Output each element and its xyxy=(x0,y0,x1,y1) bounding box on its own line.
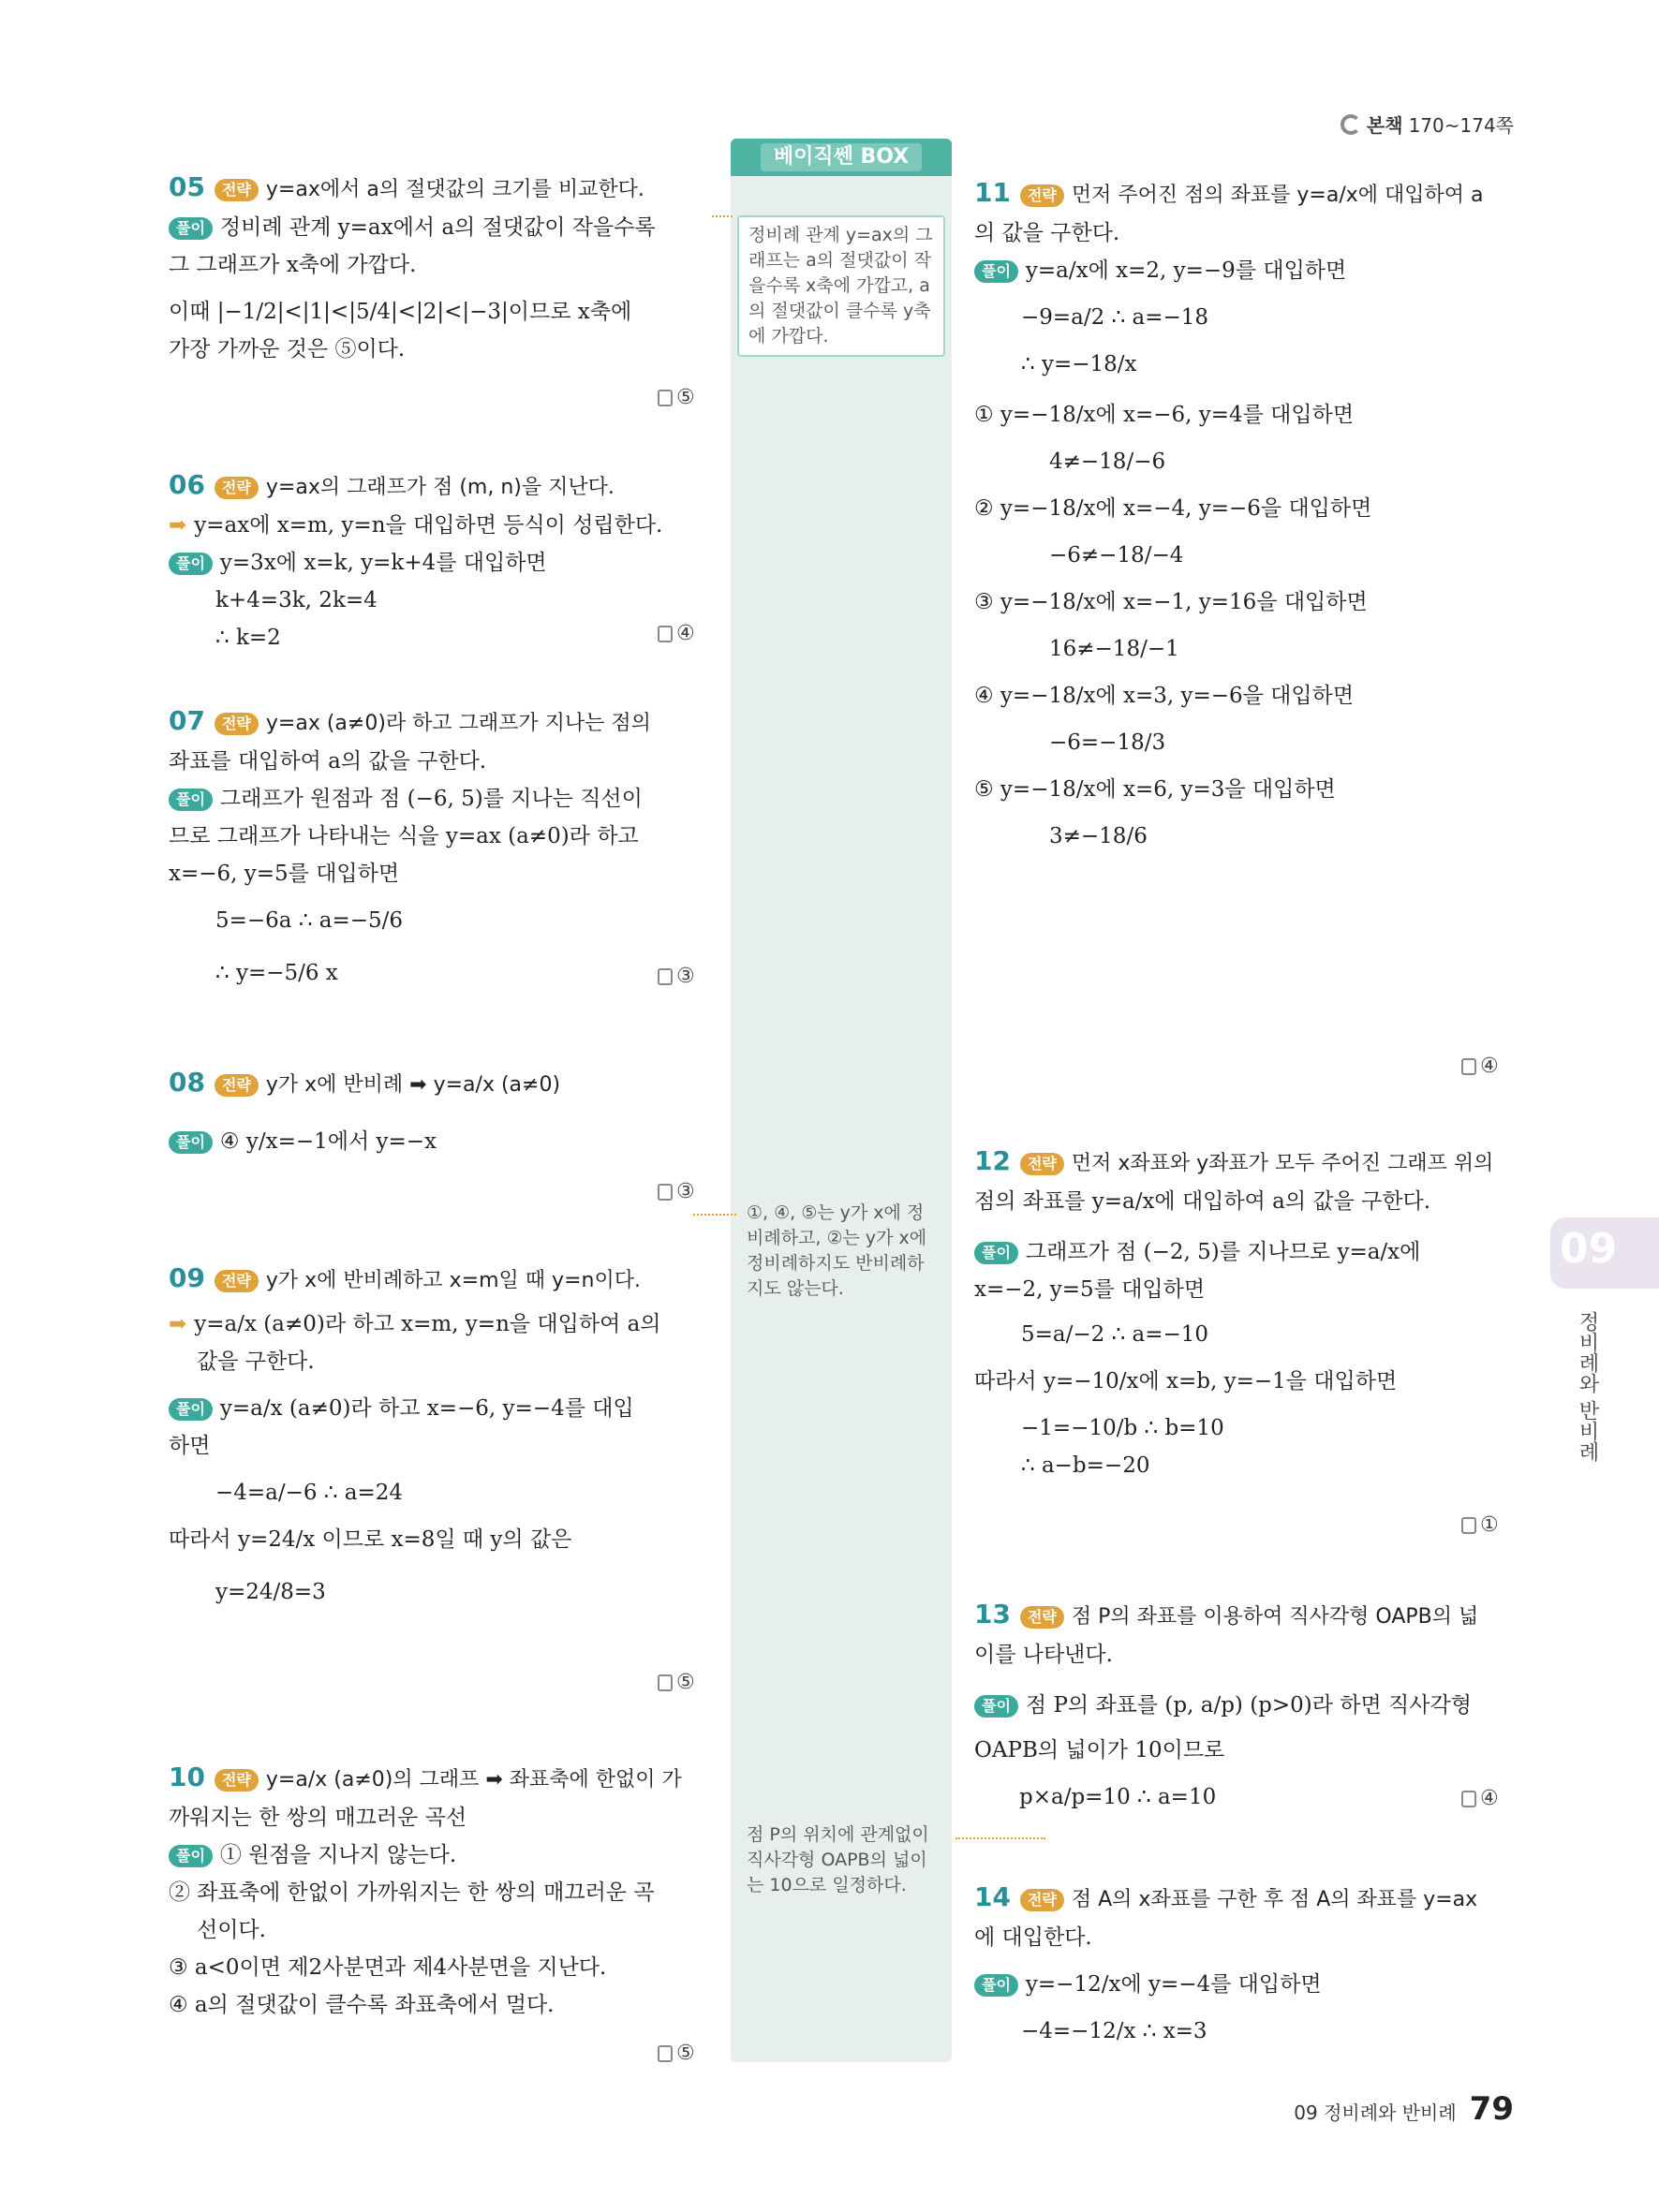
problem-number: 13 xyxy=(974,1599,1011,1630)
answer-icon xyxy=(658,626,673,642)
solution-badge: 풀이 xyxy=(169,1398,213,1421)
box-note: 점 P의 위치에 관계없이 직사각형 OAPB의 넓이는 10으로 일정하다. xyxy=(747,1824,929,1895)
solution-badge: 풀이 xyxy=(169,1845,213,1867)
problem-06: 06 전략 y=ax의 그래프가 점 (m, n)을 지난다. ➡ y=ax에 x=m, y=n을 대입하면 등식이 성립한다. 풀이 y=3x에 x=k, y=k+4를 대입하면 k+4=3k, 2k=4 ∴ k=2 xyxy=(169,469,663,650)
problem-number: 11 xyxy=(974,177,1011,208)
answer-icon xyxy=(658,1184,673,1201)
problem-14: 14 전략 점 A의 x좌표를 구한 후 점 A의 좌표를 y=ax 에 대입한다. 풀이 y=−12/x에 y=−4를 대입하면 −4=−12/x ∴ x=3 xyxy=(974,1881,1478,2043)
problem-13: 13 전략 점 P의 좌표를 이용하여 직사각형 OAPB의 넓 이를 나타낸다. 풀이 점 P의 좌표를 (p, a/p) (p>0)라 하면 직사각형 OAPB의 넓이가 10이므로 p×a/p=10 ∴ a=10 xyxy=(974,1599,1479,1809)
arrow-icon: ➡ xyxy=(169,512,195,538)
hint-badge: 전략 xyxy=(1020,1889,1064,1911)
hint-badge: 전략 xyxy=(1020,1153,1064,1175)
solution-badge: 풀이 xyxy=(974,1242,1018,1264)
basic-box-title: 베이직쎈 BOX xyxy=(731,139,952,176)
problem-12: 12 전략 먼저 x좌표와 y좌표가 모두 주어진 그래프 위의 점의 좌표를 y=a/x에 대입하여 a의 값을 구한다. 풀이 그래프가 점 (−2, 5)를 지나므로 y=a/x에 x=−2, y=5를 대입하면 5=a/−2 ∴ a=−10 따라서 y=−10/x에 x=b, y=−1을 대입하면 −1=−10/b ∴ b=10 ∴ a−b=−20 xyxy=(974,1145,1494,1478)
solution-badge: 풀이 xyxy=(974,1974,1018,1997)
problem-11: 11 전략 먼저 주어진 점의 좌표를 y=a/x에 대입하여 a 의 값을 구한다. 풀이 y=a/x에 x=2, y=−9를 대입하면 −9=a/2 ∴ a=−18 ∴ y=−18/x ① y=−18/x에 x=−6, y=4를 대입하면 4≠−18/−6 ② y=−18/x에 x=−4, y=−6을 대입하면 −6≠−18/−4 ③ y=−18/x에 x=−1, y=16을 대입하면 16≠−18/−1 ④ y=−18/x에 x=3, y=−6을 대입하면 −6=−18/3 ⑤ y=−18/x에 x=6, y=3을 대입하면 3≠−18/6 xyxy=(974,177,1484,848)
answer: ⑤ xyxy=(658,386,695,409)
answer: ④ xyxy=(1461,1054,1499,1078)
answer: ⑤ xyxy=(658,1671,695,1694)
note-connector xyxy=(955,1837,1045,1839)
solution-badge: 풀이 xyxy=(974,260,1018,283)
arrow-icon: ➡ xyxy=(169,1311,195,1336)
hint-badge: 전략 xyxy=(215,477,259,499)
solution-badge: 풀이 xyxy=(169,1131,213,1154)
footer-chapter: 09 정비례와 반비례 xyxy=(1294,2101,1457,2124)
answer: ③ xyxy=(658,965,695,988)
problem-10: 10 전략 y=a/x (a≠0)의 그래프 ➡ 좌표축에 한없이 가 까워지는 한 쌍의 매끄러운 곡선 풀이 ① 원점을 지나지 않는다. ② 좌표축에 한없이 가까워지는 한 쌍의 매끄러운 곡 선이다. ③ a<0이면 제2사분면과 제4사분면을 지난다. ④ a의 절댓값이 클수록 좌표축에서 멀다. xyxy=(169,1762,682,2017)
hint-badge: 전략 xyxy=(215,1074,259,1097)
answer-icon xyxy=(658,390,673,406)
problem-number: 14 xyxy=(974,1881,1011,1912)
problem-07: 07 전략 y=ax (a≠0)라 하고 그래프가 지나는 점의 좌표를 대입하여 a의 값을 구한다. 풀이 그래프가 원점과 점 (−6, 5)를 지나는 직선이 므로 그래프가 나타내는 식을 y=ax (a≠0)라 하고 x=−6, y=5를 대입하면 5=−6a ∴ a=−5/6 ∴ y=−5/6 x xyxy=(169,705,651,985)
problem-number: 06 xyxy=(169,469,205,500)
answer-icon xyxy=(658,968,673,985)
reference-label: 본책 xyxy=(1366,114,1403,137)
hint-badge: 전략 xyxy=(215,1769,259,1792)
answer: ④ xyxy=(1461,1787,1499,1810)
problem-number: 10 xyxy=(169,1762,205,1792)
reference-icon xyxy=(1341,114,1361,135)
hint-badge: 전략 xyxy=(215,1270,259,1292)
hint-badge: 전략 xyxy=(215,179,259,201)
problem-number: 12 xyxy=(974,1145,1011,1176)
hint-badge: 전략 xyxy=(215,713,259,735)
problem-05: 05 전략 y=ax에서 a의 절댓값의 크기를 비교한다. 풀이 정비례 관계 y=ax에서 a의 절댓값이 작을수록 그 그래프가 x축에 가깝다. 이때 |−1/2|<|1|<|5/4|<|2|<|−3|이므로 x축에 가장 가까운 것은 ⑤이다. xyxy=(169,171,656,361)
answer-icon xyxy=(1461,1517,1476,1534)
solution-badge: 풀이 xyxy=(169,217,213,240)
page-reference xyxy=(1341,111,1514,138)
answer: ⑤ xyxy=(658,2042,695,2065)
note-connector xyxy=(712,215,733,217)
problem-08: 08 전략 y가 x에 반비례 ➡ y=a/x (a≠0) 풀이 ④ y/x=−1에서 y=−x xyxy=(169,1067,561,1154)
page-number: 79 xyxy=(1469,2090,1514,2128)
hint-badge: 전략 xyxy=(1020,1606,1064,1629)
answer-icon xyxy=(1461,1058,1476,1075)
problem-number: 09 xyxy=(169,1262,205,1293)
box-note: 정비례 관계 y=ax의 그래프는 a의 절댓값이 작을수록 x축에 가깝고, a의 절댓값이 클수록 y축에 가깝다. xyxy=(737,215,945,357)
problem-number: 05 xyxy=(169,171,205,202)
basic-box-column xyxy=(731,140,952,2062)
solution-badge: 풀이 xyxy=(169,789,213,811)
answer: ③ xyxy=(658,1180,695,1203)
problem-number: 07 xyxy=(169,705,205,736)
chapter-side-tab: 09 xyxy=(1550,1217,1659,1289)
hint-badge: 전략 xyxy=(1020,184,1064,207)
answer: ① xyxy=(1461,1513,1499,1537)
answer-icon xyxy=(1461,1791,1476,1807)
problem-09: 09 전략 y가 x에 반비례하고 x=m일 때 y=n이다. ➡ y=a/x (a≠0)라 하고 x=m, y=n을 대입하여 a의 값을 구한다. 풀이 y=a/x (a≠0)라 하고 x=−6, y=−4를 대입 하면 −4=a/−6 ∴ a=24 따라서 y=24/x 이므로 x=8일 때 y의 값은 y=24/8=3 xyxy=(169,1262,661,1604)
page-footer xyxy=(1294,2090,1514,2128)
solution-badge: 풀이 xyxy=(169,553,213,575)
solution-badge: 풀이 xyxy=(974,1695,1018,1718)
answer-icon xyxy=(658,1674,673,1691)
answer-icon xyxy=(658,2045,673,2062)
problem-number: 08 xyxy=(169,1067,205,1098)
chapter-side-title: 정비례와 반비례 xyxy=(1576,1311,1599,1462)
note-connector xyxy=(693,1214,736,1216)
reference-pages: 170~174쪽 xyxy=(1408,114,1514,137)
box-note: ①, ④, ⑤는 y가 x에 정비례하고, ②는 y가 x에 정비례하지도 반비례하지도 않는다. xyxy=(747,1202,927,1299)
answer: ④ xyxy=(658,622,695,645)
